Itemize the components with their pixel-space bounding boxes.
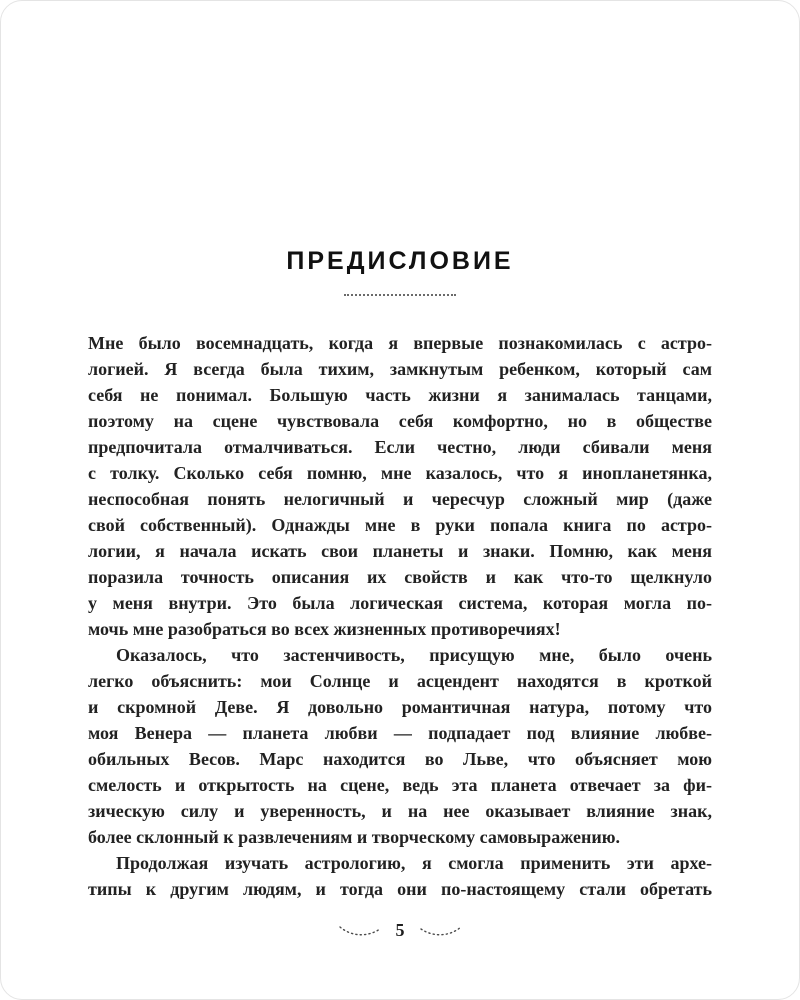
flourish-left-icon bbox=[338, 924, 382, 938]
text-line: Продолжая изучать астрологию, я смогла применить эти архе- bbox=[116, 853, 712, 873]
text-line: у меня внутри. Это была логическая система, которая могла по- bbox=[88, 593, 712, 613]
text-line: мочь мне разобраться во всех жизненных противоречиях! bbox=[88, 619, 561, 639]
text-line: с толку. Сколько себя помню, мне казалось, что я инопланетянка, bbox=[88, 463, 712, 483]
paragraph bbox=[88, 330, 712, 642]
text-line: Мне было восемнадцать, когда я впервые познакомилась с астро- bbox=[88, 333, 712, 353]
text-line: моя Венера — планета любви — подпадает под влияние любве- bbox=[88, 723, 712, 743]
text-line: предпочитала отмалчиваться. Если честно, люди сбивали меня bbox=[88, 437, 712, 457]
page-footer bbox=[1, 920, 799, 941]
text-line: более склонный к развлечениям и творческому самовыражению. bbox=[88, 827, 620, 847]
text-line: типы к другим людям, и тогда они по-настоящему стали обретать bbox=[88, 879, 712, 899]
text-line: логии, я начала искать свои планеты и знаки. Помню, как меня bbox=[88, 541, 712, 561]
paragraph bbox=[88, 642, 712, 850]
text-line: легко объяснить: мои Солнце и асцендент находятся в кроткой bbox=[88, 671, 712, 691]
text-line: зическую силу и уверенность, и на нее оказывает влияние знак, bbox=[88, 801, 712, 821]
body-text bbox=[88, 330, 712, 902]
paragraph bbox=[88, 850, 712, 902]
text-line: обильных Весов. Марс находится во Льве, что объясняет мою bbox=[88, 749, 712, 769]
text-line: логией. Я всегда была тихим, замкнутым ребенком, который сам bbox=[88, 359, 712, 379]
text-line: и скромной Деве. Я довольно романтичная натура, потому что bbox=[88, 697, 712, 717]
text-line: поэтому на сцене чувствовала себя комфортно, но в обществе bbox=[88, 411, 712, 431]
flourish-right-icon bbox=[419, 924, 463, 938]
text-line: смелость и открытость на сцене, ведь эта планета отвечает за фи- bbox=[88, 775, 712, 795]
text-line: свой собственный). Однажды мне в руки попала книга по астро- bbox=[88, 515, 712, 535]
title-divider bbox=[344, 294, 456, 296]
text-line: себя не понимал. Большую часть жизни я занималась танцами, bbox=[88, 385, 712, 405]
text-line: Оказалось, что застенчивость, присущую мне, было очень bbox=[116, 645, 712, 665]
page-number: 5 bbox=[395, 920, 405, 940]
text-line: поразила точность описания их свойств и как что-то щелкнуло bbox=[88, 567, 712, 587]
text-line: неспособная понять нелогичный и чересчур сложный мир (даже bbox=[88, 489, 712, 509]
chapter-title: ПРЕДИСЛОВИЕ bbox=[286, 247, 514, 275]
